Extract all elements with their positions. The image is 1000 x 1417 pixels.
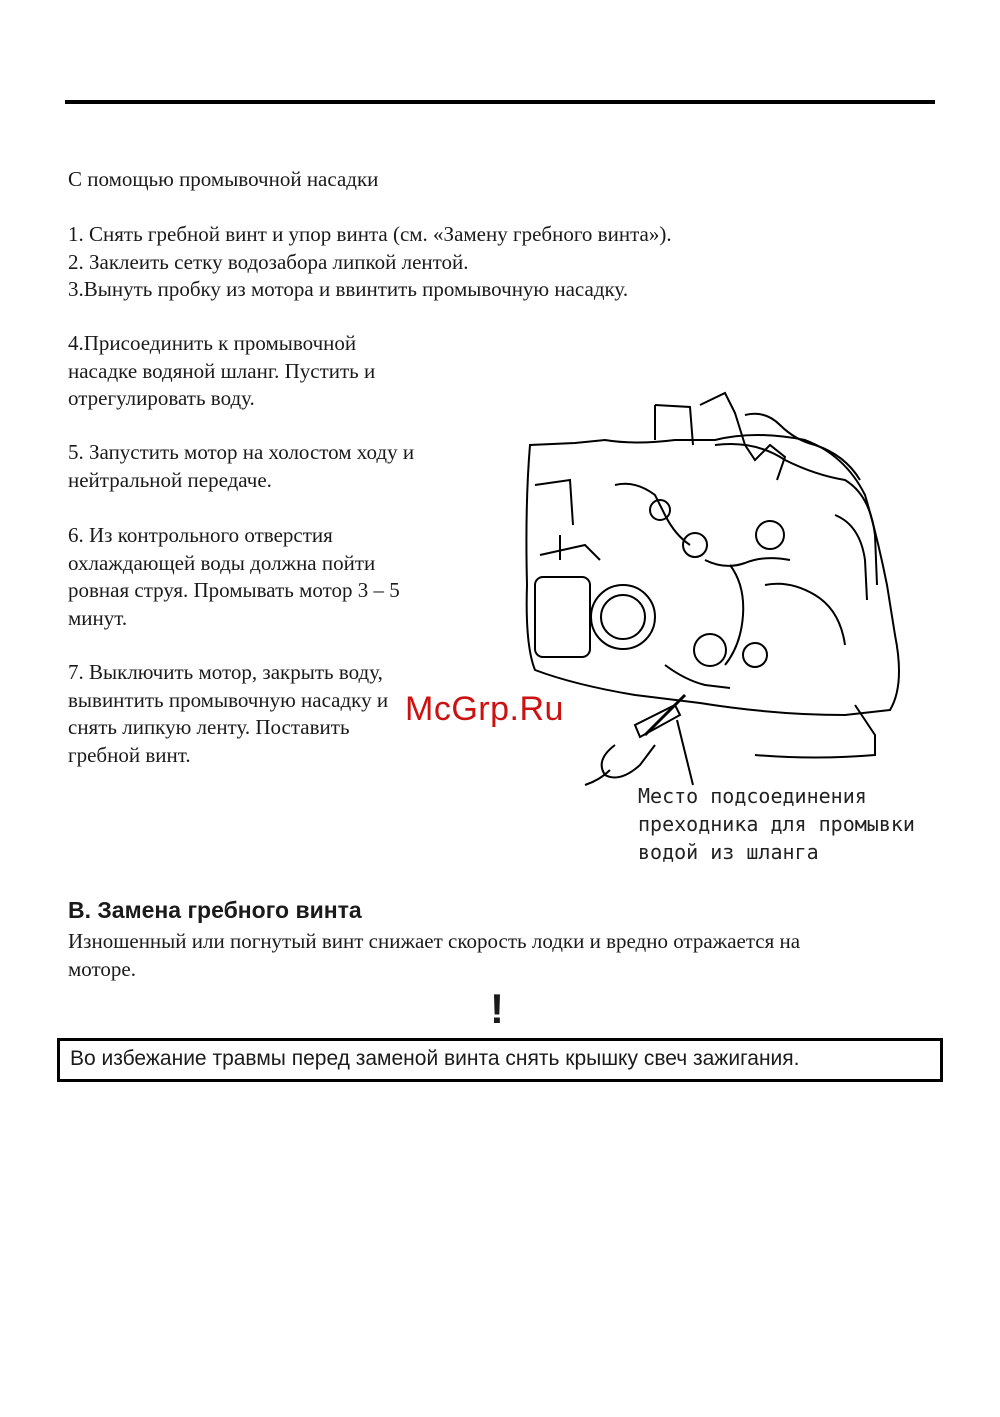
steps-list-top [68, 221, 672, 304]
hose-4 [765, 584, 845, 645]
step-6-line: минут. [68, 605, 128, 630]
step-4-line: 4.Присоединить к промывочной [68, 331, 357, 355]
caption-line: преходника для промывки [638, 812, 915, 836]
engine-housing-outline [526, 435, 899, 715]
step-2: 2. Заклеить сетку водозабора липкой лентой. [68, 249, 469, 274]
intro-text: С помощью промывочной насадки [68, 167, 379, 191]
watermark: McGrp.Ru [405, 690, 564, 728]
fitting-3 [756, 521, 784, 549]
hose-3 [725, 565, 743, 665]
section-b-paragraph [68, 928, 800, 983]
step-7-line: 7. Выключить мотор, закрыть воду, [68, 660, 383, 684]
side-box [535, 577, 590, 657]
side-box-top [540, 545, 600, 560]
caption-line: водой из шланга [638, 840, 819, 864]
step-5-line: нейтральной передаче. [68, 467, 272, 492]
top-cowl-line [745, 414, 860, 480]
paragraph-line: моторе. [68, 956, 136, 981]
top-rule [65, 100, 935, 104]
oil-filter-inner [601, 595, 645, 639]
step-7 [68, 659, 388, 769]
hose-end [585, 770, 610, 785]
step-6-line: 6. Из контрольного отверстия [68, 523, 333, 547]
step-7-line: гребной винт. [68, 742, 191, 767]
caption-pointer [677, 720, 693, 785]
fitting-4 [694, 634, 726, 666]
step-5 [68, 439, 414, 494]
diagram-caption [638, 782, 915, 866]
section-b-heading: B. Замена гребного винта [68, 897, 362, 923]
step-4 [68, 330, 375, 413]
fitting-5 [743, 643, 767, 667]
step-6-line: охлаждающей воды должна пойти [68, 550, 376, 575]
inner-cover-line [835, 515, 867, 600]
step-7-line: снять липкую ленту. Поставить [68, 715, 350, 739]
fitting-2 [683, 533, 707, 557]
step-6 [68, 522, 400, 632]
lower-line [665, 665, 730, 688]
step-5-line: 5. Запустить мотор на холостом ходу и [68, 440, 415, 464]
caption-line: Место подсоединения [638, 784, 867, 808]
step-6-line: ровная струя. Промывать мотор 3 – 5 [68, 578, 400, 602]
step-7-line: вывинтить промывочную насадку и [68, 687, 389, 712]
hose-1 [615, 484, 690, 545]
hose-2 [705, 558, 790, 566]
engine-flush-diagram [515, 385, 935, 805]
step-4-line: отрегулировать воду. [68, 386, 255, 410]
step-4-line: насадке водяной шланг. Пустить и [68, 358, 376, 383]
step-1: 1. Снять гребной винт и упор винта (см. «Замену гребного винта»). [68, 222, 672, 246]
paragraph-line: Изношенный или погнутый винт снижает скорость лодки и вредно отражается на [68, 929, 801, 953]
warning-box [57, 1038, 943, 1082]
warning-text: Во избежание травмы перед заменой винта снять крышку свеч зажигания. [70, 1047, 800, 1070]
hand-outline [602, 745, 655, 777]
warning-exclamation: ! [490, 985, 504, 1032]
step-3: 3.Вынуть пробку из мотора и ввинтить промывочную насадку. [68, 277, 629, 301]
